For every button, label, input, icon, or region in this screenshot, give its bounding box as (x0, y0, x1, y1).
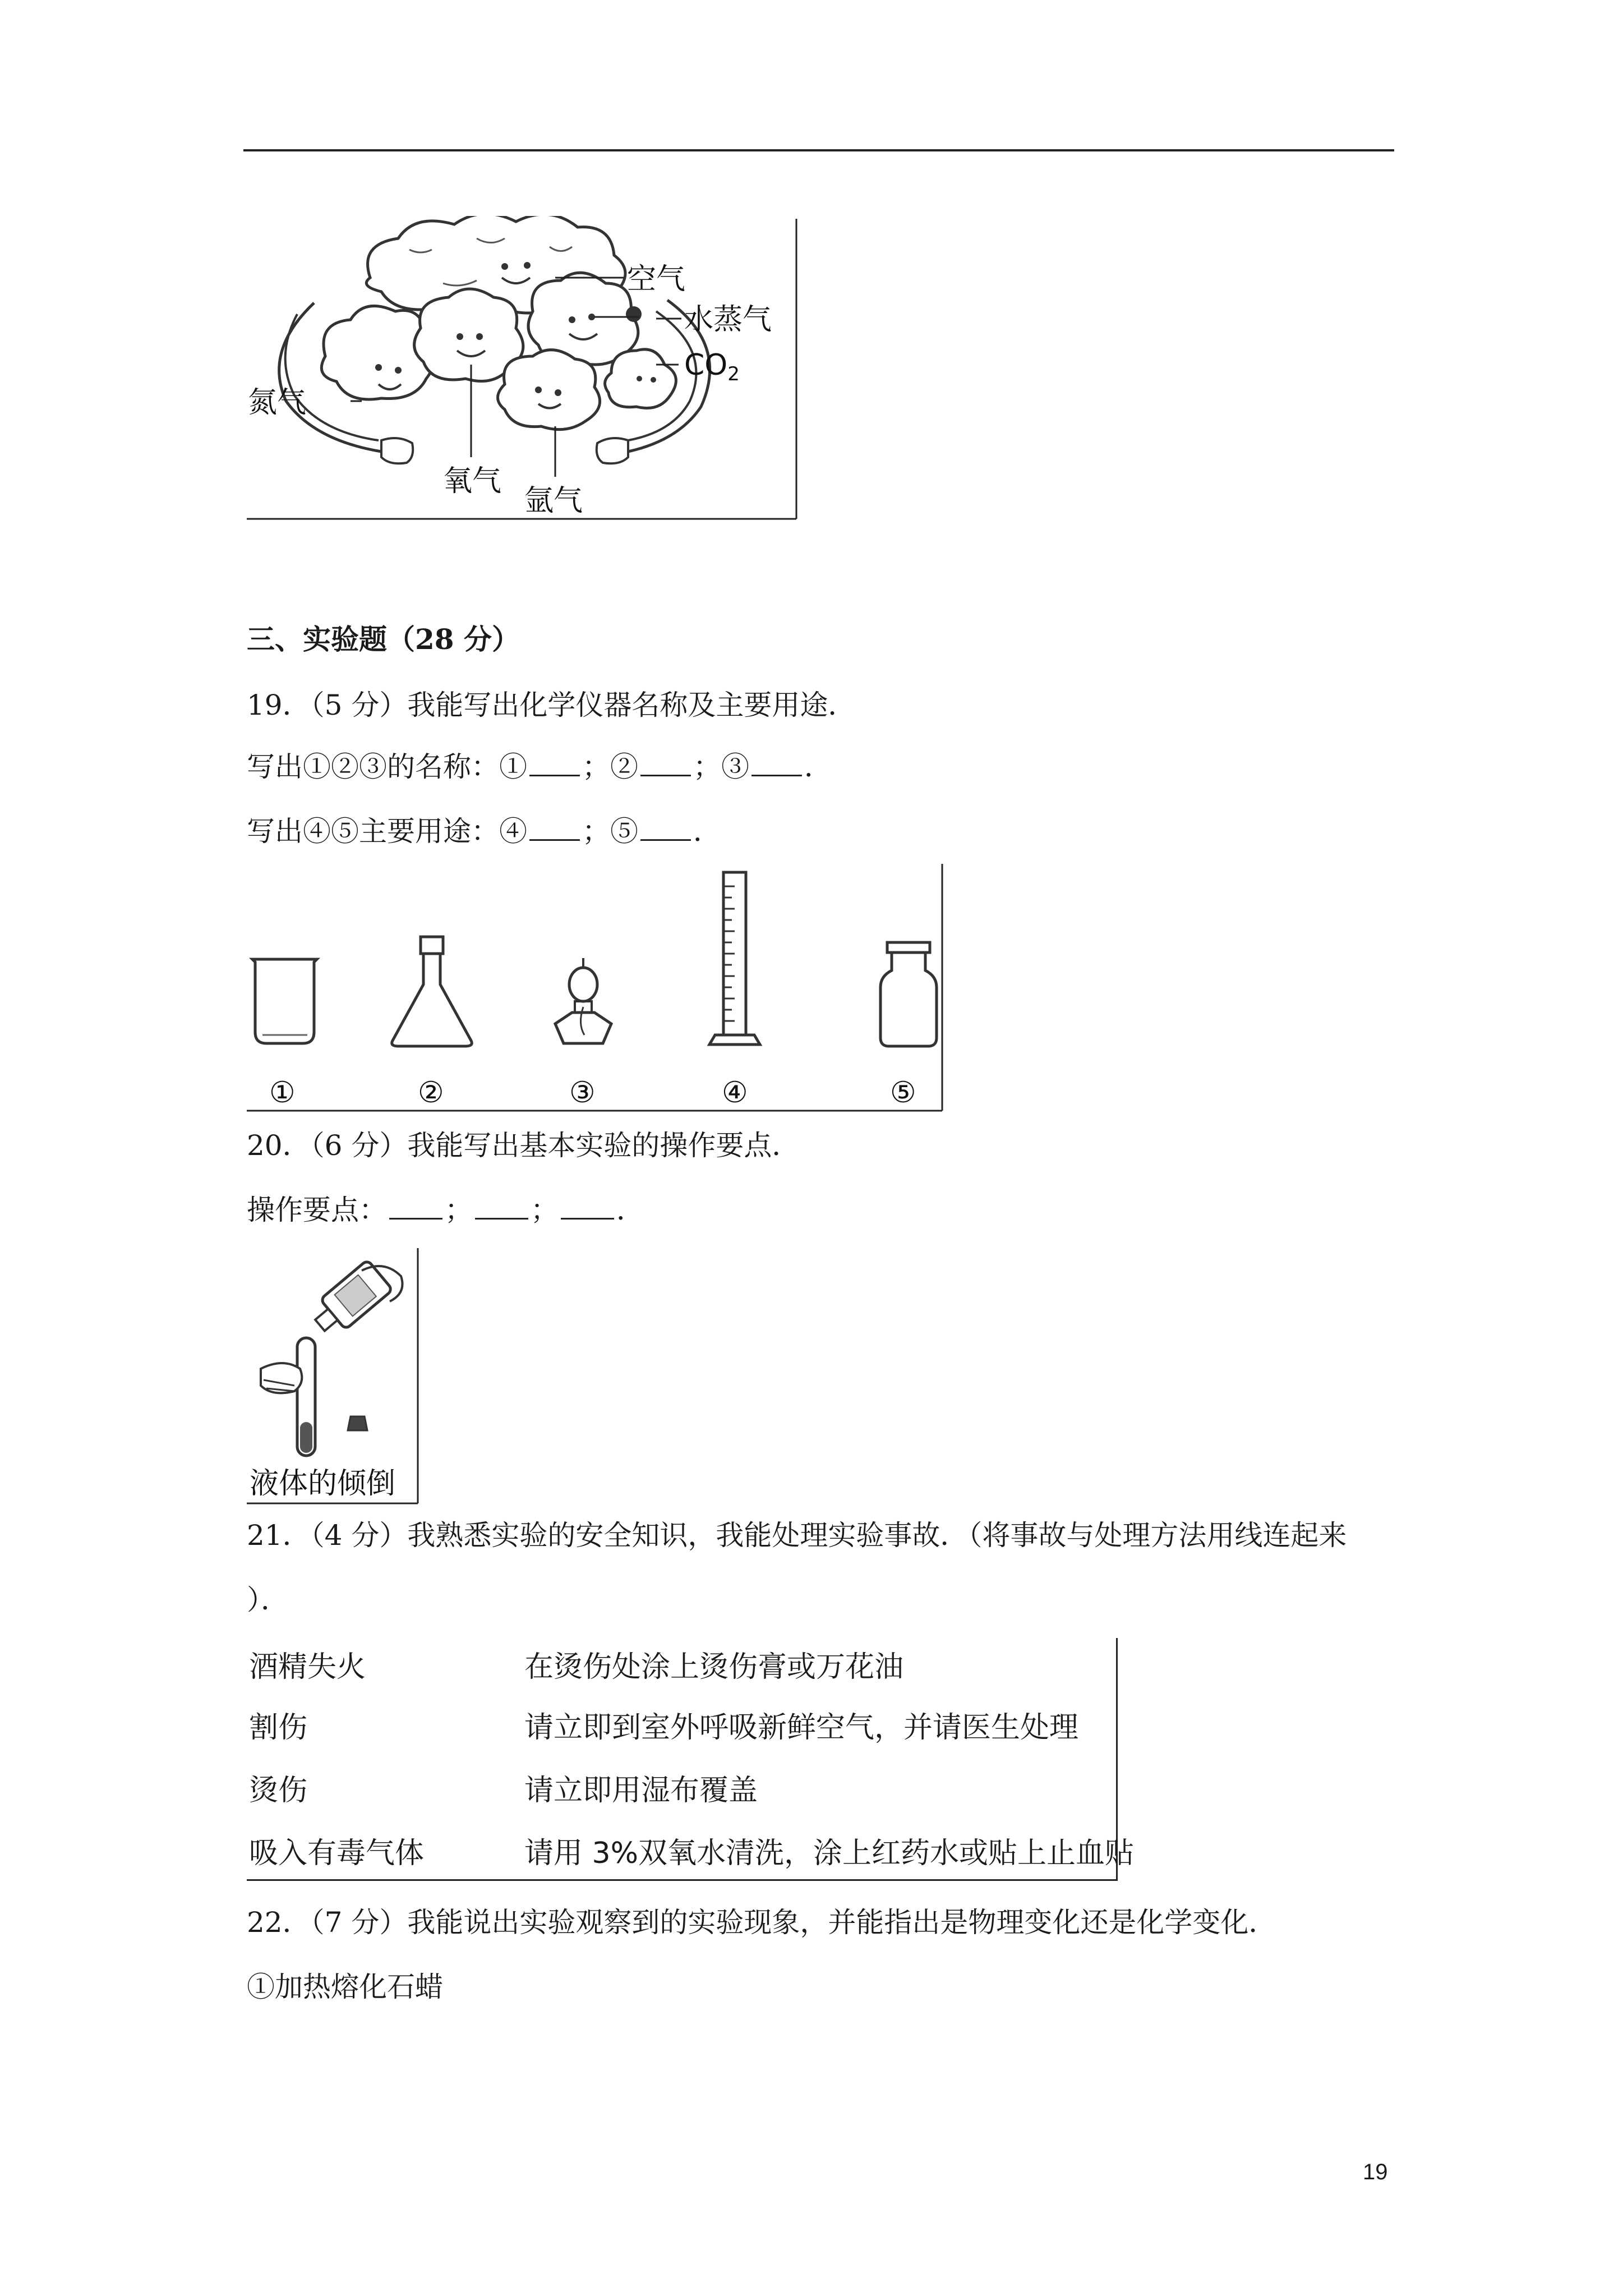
label-oxygen: 氧气 (443, 464, 502, 498)
question-19-line1: 写出①②③的名称：① ；② ；③ ． (247, 749, 832, 785)
instrument-label: ⑤ (890, 1076, 916, 1110)
method-item: 请用 3%双氧水清洗，涂上红药水或贴上止血贴 (524, 1837, 1135, 1870)
instrument-label: ② (418, 1076, 444, 1110)
accident-method-table (247, 1638, 1135, 1881)
figure-caption: 液体的倾倒 (250, 1467, 396, 1501)
instruments-figure (241, 864, 948, 1116)
section-heading: 三、实验题（28 分） (247, 623, 520, 656)
label-co2: CO2 (684, 348, 740, 385)
question-20-stem: 20．（6 分）我能写出基本实验的操作要点． (247, 1129, 800, 1162)
label-nitrogen: 氮气 (248, 386, 307, 420)
instrument-label: ③ (569, 1076, 596, 1110)
method-item: 在烫伤处涂上烫伤膏或万花油 (524, 1650, 904, 1684)
label-air: 空气 (627, 263, 686, 296)
question-21-stem-line2: ）． (247, 1584, 289, 1616)
answer-blank[interactable] (529, 749, 580, 776)
air-composition-figure (241, 216, 813, 530)
reagent-bottle-icon (880, 942, 937, 1046)
header-rule (243, 149, 1394, 151)
question-22-item1: ①加热熔化石蜡 (247, 1971, 443, 2003)
page-number: 19 (1363, 2160, 1388, 2184)
accident-item: 吸入有毒气体 (249, 1837, 425, 1870)
label-argon: 氩气 (524, 484, 583, 518)
question-21-stem-line1: 21．（4 分）我熟悉实验的安全知识，我能处理实验事故．（将事故与处理方法用线连起来 (247, 1519, 1347, 1552)
alcohol-lamp-icon (555, 958, 611, 1043)
answer-blank[interactable] (640, 749, 691, 776)
question-22-stem: 22．（7 分）我能说出实验观察到的实验现象，并能指出是物理变化还是化学变化． (247, 1906, 1277, 1939)
beaker-icon (252, 959, 317, 1043)
answer-blank[interactable] (389, 1192, 442, 1220)
accident-item: 烫伤 (249, 1774, 308, 1807)
question-20-line: 操作要点： ； ； ． (247, 1192, 644, 1228)
conical-flask-icon (392, 937, 472, 1046)
label-water-vapor: 水蒸气 (684, 303, 772, 337)
question-19-line2: 写出④⑤主要用途：④ ；⑤ ． (247, 813, 721, 849)
graduated-cylinder-icon (709, 869, 760, 1045)
answer-blank[interactable] (751, 749, 802, 776)
instrument-label: ① (269, 1076, 296, 1110)
answer-blank[interactable] (475, 1192, 528, 1220)
accident-item: 割伤 (249, 1711, 308, 1745)
method-item: 请立即到室外呼吸新鲜空气，并请医生处理 (524, 1711, 1079, 1745)
method-item: 请立即用湿布覆盖 (524, 1774, 758, 1807)
accident-item: 酒精失火 (249, 1650, 366, 1684)
answer-blank[interactable] (529, 813, 580, 841)
instrument-label: ④ (722, 1076, 748, 1110)
answer-blank[interactable] (561, 1192, 614, 1220)
question-19-stem: 19．（5 分）我能写出化学仪器名称及主要用途． (247, 689, 856, 721)
answer-blank[interactable] (640, 813, 691, 841)
liquid-pouring-figure (244, 1248, 426, 1506)
